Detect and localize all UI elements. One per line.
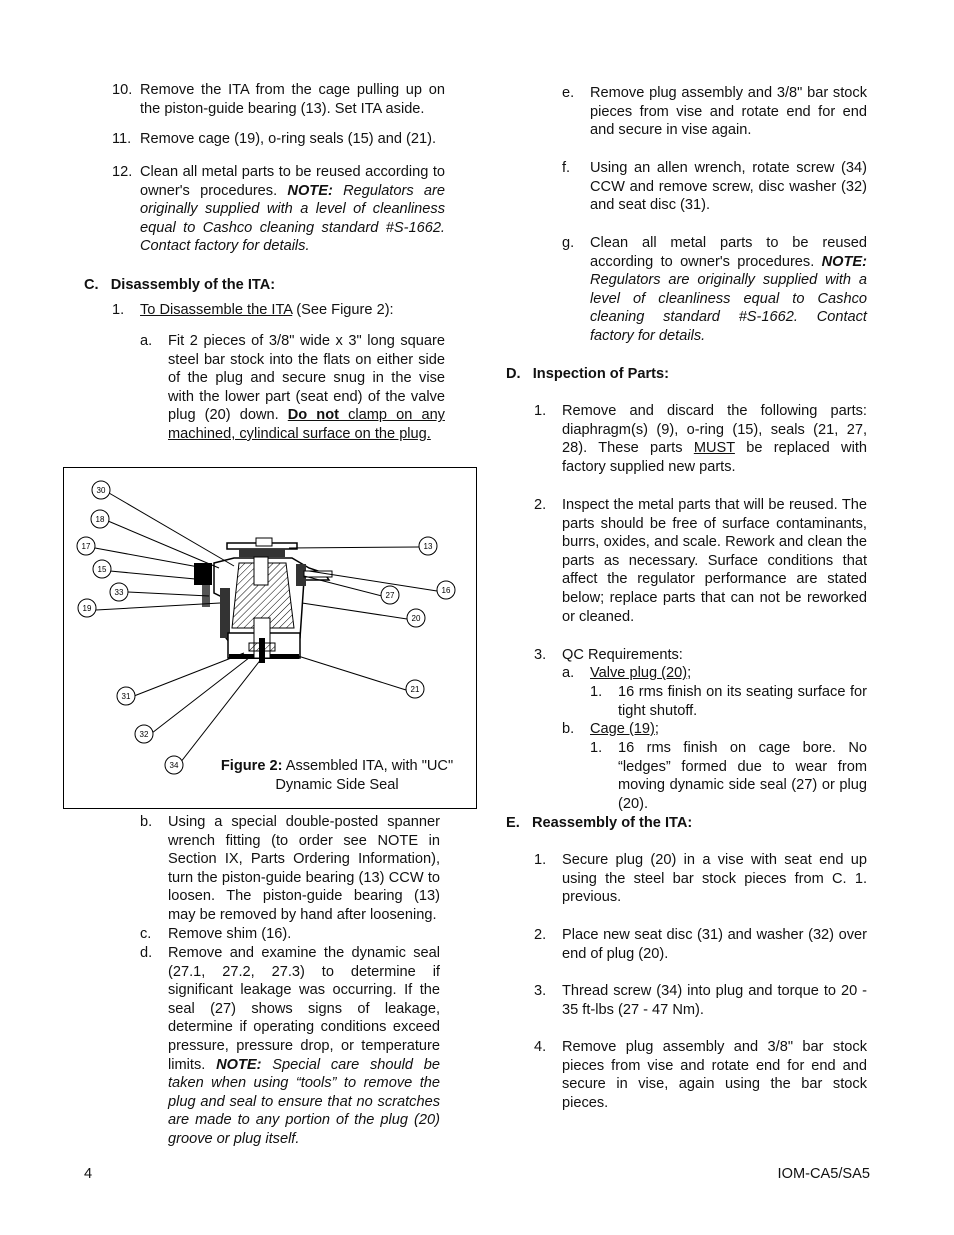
ita-assembly	[194, 538, 332, 663]
item-letter: b.	[562, 721, 575, 737]
e4-item	[534, 1038, 867, 1112]
item-g-note-label: NOTE:	[821, 253, 867, 270]
item-letter: c.	[140, 926, 152, 942]
callout-34	[165, 756, 183, 774]
callout-33	[110, 583, 128, 601]
d3a1-item	[590, 683, 867, 720]
d3b-link: Cage (19)	[590, 721, 655, 737]
svg-text:19: 19	[82, 604, 92, 613]
item-number: 1.	[590, 740, 603, 756]
step-12	[112, 163, 445, 256]
d3a1-text: 16 rms finish on its seating surface for tight shutoff.	[618, 684, 867, 719]
callout-20	[407, 609, 425, 627]
c1b-item	[140, 813, 440, 925]
callout-31	[117, 687, 135, 705]
svg-text:27: 27	[385, 591, 395, 600]
e3-text: Thread screw (34) into plug and torque to 20 - 35 ft-lbs (27 - 47 Nm).	[562, 983, 867, 1018]
e1-item	[534, 851, 867, 907]
c1d-note-text: Special care should be taken when using “tools” to remove the plug and seal to ensure that no scratches are made to any portion of the plug (20) groove or plug itself.	[168, 1056, 440, 1147]
c1a-underline-text: clamp on any machined, cylindical surface on the plug.	[168, 407, 445, 442]
svg-text:30: 30	[96, 486, 106, 495]
svg-text:16: 16	[441, 586, 451, 595]
d1-text-b: be replaced with factory supplied new parts.	[562, 440, 867, 475]
callout-19	[78, 599, 96, 617]
d1-must: MUST	[693, 440, 735, 457]
step-text	[140, 163, 445, 256]
callout-30	[92, 481, 110, 499]
svg-text:34: 34	[169, 761, 179, 770]
c1-link-text: To Disassemble the ITA	[140, 302, 293, 318]
page-number: 4	[84, 1166, 93, 1182]
item-letter: g.	[562, 235, 575, 251]
c1-rest-text: (See Figure 2):	[292, 302, 394, 318]
step-text: Remove the ITA from the cage pulling up on the piston-guide bearing (13). Set ITA aside.	[140, 82, 445, 117]
svg-text:18: 18	[95, 515, 105, 524]
step-11	[112, 130, 445, 149]
callout-32	[135, 725, 153, 743]
figure-caption-text: Assembled ITA, with "UC" Dynamic Side Seal	[275, 758, 454, 793]
item-e	[562, 84, 867, 140]
c1c-text: Remove shim (16).	[168, 926, 292, 942]
note-label: NOTE:	[287, 182, 333, 199]
c1-item	[112, 301, 445, 320]
d3-item	[534, 646, 867, 665]
callout-18	[91, 510, 109, 528]
item-g-note-text: Regulators are originally supplied with a level of cleanliness equal to Cashco cleaning standard #S-1662. Contact factory for details.	[590, 272, 867, 344]
svg-text:17: 17	[81, 542, 91, 551]
svg-text:33: 33	[114, 588, 124, 597]
step-10	[112, 81, 445, 118]
d3b1-item	[590, 739, 867, 813]
item-letter: b.	[140, 814, 153, 830]
d3b1-text: 16 rms finish on cage bore. No “ledges” formed due to wear from moving dynamic side seal (27) or plug (20).	[618, 740, 867, 812]
callout-21	[406, 680, 424, 698]
figure-2-box	[63, 467, 477, 809]
c1a-item	[140, 332, 445, 444]
e2-item	[534, 926, 867, 963]
svg-text:13: 13	[423, 542, 433, 551]
e2-text: Place new seat disc (31) and washer (32) over end of plug (20).	[562, 927, 867, 962]
note-text: Regulators are originally supplied with a level of cleanliness equal to Cashco cleaning standard #S-1662. Contact factory for details.	[140, 182, 445, 255]
c1a-body	[168, 332, 445, 444]
e3-item	[534, 982, 867, 1019]
callout-16	[437, 581, 455, 599]
item-letter: a.	[562, 665, 575, 681]
item-number: 1.	[590, 684, 603, 700]
section-d-heading: D. Inspection of Parts:	[506, 366, 669, 382]
section-c-heading: C. Disassembly of the ITA:	[84, 277, 276, 293]
c1a-do-not: Do not	[287, 407, 340, 424]
item-g-text: Clean all metal parts to be reused according to owner's procedures.	[590, 235, 867, 270]
d3b-item	[562, 720, 867, 739]
svg-text:32: 32	[139, 730, 149, 739]
item-g-body	[590, 234, 867, 346]
figure-caption	[212, 757, 462, 794]
svg-text:21: 21	[410, 685, 420, 694]
callout-15	[93, 560, 111, 578]
svg-text:31: 31	[121, 692, 131, 701]
step-number: 10.	[112, 82, 133, 98]
c1d-body	[168, 944, 440, 1149]
step-text-main: Clean all metal parts to be reused according to owner's procedures.	[140, 164, 445, 199]
d3a-link: Valve plug (20)	[590, 665, 688, 681]
section-e-heading: E. Reassembly of the ITA:	[506, 815, 693, 831]
item-number: 3.	[534, 983, 547, 999]
d3-text: QC Requirements:	[562, 647, 683, 663]
item-number: 3.	[534, 647, 547, 663]
c1d-text: Remove and examine the dynamic seal (27.1, 27.2, 27.3) to determine if significant leakage was occurring. If the seal (27) shows signs of leakage, determine if operating conditions exceed pressure, pressure drop, or temperature limits.	[168, 945, 440, 1073]
d1-text-a: Remove and discard the following parts: diaphragm(s) (9), o-ring (15), seals (21, 27, 28). These parts	[562, 403, 867, 457]
c1c-item	[140, 925, 440, 944]
d1-body	[562, 402, 867, 476]
item-number: 1.	[534, 403, 547, 419]
d1-item	[534, 402, 867, 476]
item-number: 4.	[534, 1039, 547, 1055]
d2-text: Inspect the metal parts that will be reused. The parts should be free of surface contaminants, burrs, oxides, and scale. Rework and clean the parts as necessary. Surface conditions that affect the regulator performance are stated below; replace parts that can not be reworked or cleaned.	[562, 497, 867, 625]
item-letter: d.	[140, 945, 153, 961]
c1a-text: Fit 2 pieces of 3/8" wide x 3" long square steel bar stock into the flats on either side of the plug and secure snug in the vise with the lower part (seat end) of the valve plug (20) down.	[168, 333, 445, 424]
item-number: 2.	[534, 497, 547, 513]
item-letter: f.	[562, 160, 571, 176]
document-id: IOM-CA5/SA5	[777, 1166, 870, 1182]
item-e-text: Remove plug assembly and 3/8" bar stock pieces from vise and rotate end for end and secure in vise again.	[590, 85, 867, 139]
callout-17	[77, 537, 95, 555]
item-number: 1.	[112, 302, 125, 318]
item-number: 1.	[534, 852, 547, 868]
svg-text:15: 15	[97, 565, 107, 574]
item-f	[562, 159, 867, 215]
e4-text: Remove plug assembly and 3/8" bar stock pieces from vise and rotate end for end and secure in vise, again using the bar stock pieces.	[562, 1039, 867, 1111]
step-number: 11.	[112, 131, 132, 147]
d3a-rest: ;	[687, 665, 692, 681]
c1b-text: Using a special double-posted spanner wrench fitting (to order see NOTE in Section IX, Parts Ordering Information), turn the piston-guide bearing (13) CCW to loosen. The piston-guide bearing (13) may be removed by hand after loosening.	[168, 814, 440, 923]
svg-text:20: 20	[411, 614, 421, 623]
figure-caption-label: Figure 2:	[220, 758, 283, 774]
callout-27	[381, 586, 399, 604]
d3b-rest: ;	[654, 721, 659, 737]
c1d-note-label: NOTE:	[216, 1056, 262, 1073]
item-letter: a.	[140, 333, 153, 349]
item-letter: e.	[562, 85, 575, 101]
item-number: 2.	[534, 927, 547, 943]
item-g	[562, 234, 867, 346]
item-f-text: Using an allen wrench, rotate screw (34) CCW and remove screw, disc washer (32) and seat disc (31).	[590, 160, 867, 214]
d3a-item	[562, 664, 867, 683]
step-text: Remove cage (19), o-ring seals (15) and (21).	[140, 131, 437, 147]
c1d-item	[140, 944, 440, 1149]
d2-item	[534, 496, 867, 626]
e1-text: Secure plug (20) in a vise with seat end up using the steel bar stock pieces from C. 1. previous.	[562, 852, 867, 906]
callout-13	[419, 537, 437, 555]
step-number: 12.	[112, 164, 133, 180]
